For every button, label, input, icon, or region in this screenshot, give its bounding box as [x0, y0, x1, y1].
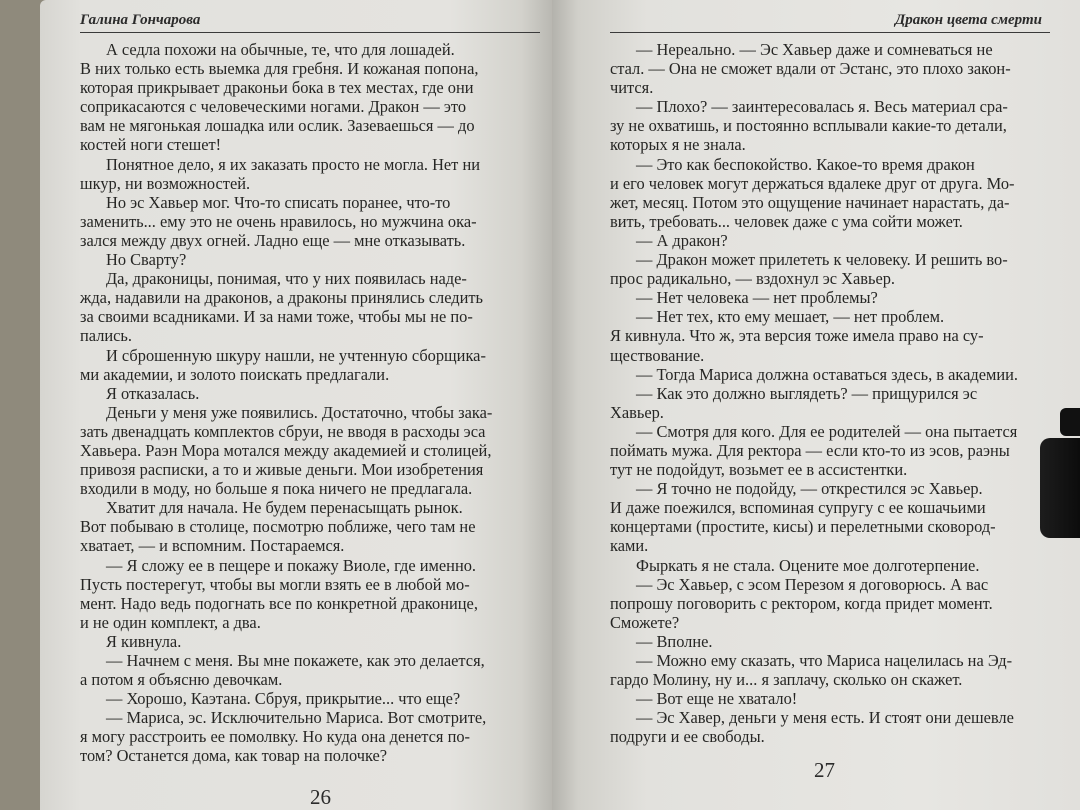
header-rule: [610, 32, 1050, 33]
text-line: попрошу поговорить с ректором, когда придет момент.: [610, 593, 993, 613]
text-line: соприкасаются с человеческими ногами. Дракон — это: [80, 97, 467, 117]
text-line: входили в моду, но больше я пока ничего не предлагала.: [80, 479, 473, 499]
text-line: которых я не знала.: [610, 135, 746, 155]
text-line: пались.: [80, 326, 132, 346]
text-line: Сможете?: [610, 612, 680, 632]
text-line: ками.: [610, 536, 649, 556]
text-line: Фыркать я не стала. Оцените мое долготерпение.: [636, 555, 980, 575]
text-line: том? Останется дома, как товар на полочке?: [80, 746, 388, 766]
text-line: которая прикрывает драконьи бока в тех местах, где они: [80, 78, 474, 98]
text-line: Хавьер.: [610, 402, 664, 422]
text-line: — Тогда Мариса должна оставаться здесь, в академии.: [636, 364, 1019, 384]
text-line: поймать мужа. Для ректора — если кто-то из эсов, раэны: [610, 440, 1010, 460]
binder-clip: [1040, 438, 1080, 538]
text-line: — Эс Хавер, деньги у меня есть. И стоят они дешевле: [636, 708, 1014, 728]
text-line: ществование.: [610, 345, 705, 365]
text-line: концертами (простите, кисы) и перелетными сковород-: [610, 517, 996, 537]
text-line: Хавьера. Раэн Мора мотался между академией и столицей,: [80, 440, 492, 460]
text-line: хватает, — и вспомним. Постараемся.: [80, 536, 345, 556]
text-line: вам не мягонькая лошадка или ослик. Зазеваешься — до: [80, 116, 475, 136]
text-line: заменить... ему это не очень нравилось, но мужчина ока-: [80, 211, 477, 231]
text-line: зать двенадцать комплектов сбруи, не вводя в расходы эса: [80, 421, 486, 441]
text-line: — Смотря для кого. Для ее родителей — она пытается: [636, 421, 1018, 441]
text-line: — Эс Хавьер, с эсом Перезом я договорюсь. А вас: [636, 574, 989, 594]
text-line: зался между двух огней. Ладно еще — мне отказывать.: [80, 230, 466, 250]
text-line: а потом я объясню девочкам.: [80, 670, 283, 690]
header-rule: [80, 32, 540, 33]
text-line: — Нереально. — Эс Хавьер даже и сомневаться не: [636, 40, 993, 59]
text-line: — Нет тех, кто ему мешает, — нет проблем.: [636, 307, 945, 327]
text-line: В них только есть выемка для гребня. И кожаная попона,: [80, 59, 479, 79]
text-line: Понятное дело, я их заказать просто не могла. Нет ни: [106, 154, 480, 174]
text-line: Хватит для начала. Не будем перенасыщать рынок.: [106, 498, 463, 518]
text-line: жда, надавили на драконов, а драконы принялись следить: [80, 288, 484, 308]
text-line: Но эс Хавьер мог. Что-то списать поранее, что-то: [106, 192, 451, 212]
text-line: — Хорошо, Каэтана. Сбруя, прикрытие... что еще?: [106, 689, 461, 709]
text-line: подруги и ее свободы.: [610, 727, 765, 747]
text-line: привозя расписки, а то и живые деньги. Мои изобретения: [80, 460, 484, 480]
running-head-author: Галина Гончарова: [80, 12, 201, 28]
text-line: жет, месяц. Потом это ощущение начинает нарастать, да-: [610, 192, 1010, 212]
text-line: — Я точно не подойду, — открестился эс Хавьер.: [636, 479, 983, 499]
text-line: за своими всадниками. И за нами тоже, чтобы мы не по-: [80, 307, 473, 327]
text-line: тут не подойдут, возьмет ее в ассистентки.: [610, 460, 908, 480]
text-line: я могу расстроить ее помолвку. Но куда она денется по-: [80, 727, 470, 747]
text-line: и его человек могут держаться вдалеке друг от друга. Мо-: [610, 173, 1015, 193]
text-line: — А дракон?: [636, 230, 728, 250]
left-page: [40, 0, 552, 810]
running-head-title: Дракон цвета смерти: [895, 12, 1042, 28]
right-page: [552, 0, 1080, 810]
text-line: И даже поежился, вспоминая супругу с ее кошачьими: [610, 498, 986, 518]
text-line: вить, требовать... человек даже с ума сойти может.: [610, 211, 963, 231]
right-page-text: [610, 40, 1054, 746]
text-line: — Плохо? — заинтересовалась я. Весь материал сра-: [636, 97, 1008, 117]
text-line: шкур, ни возможностей.: [80, 173, 251, 193]
text-line: Я кивнула. Что ж, эта версия тоже имела право на су-: [610, 326, 984, 346]
text-line: мент. Надо ведь подогнать все по конкретной дрaконице,: [80, 593, 478, 613]
text-line: — Вот еще не хватало!: [636, 689, 798, 709]
binder-clip-top: [1060, 408, 1080, 436]
page-number: 26: [310, 785, 331, 809]
text-line: прос радикально, — вздохнул эс Хавьер.: [610, 269, 896, 289]
text-line: и не один комплект, а два.: [80, 612, 261, 632]
text-line: — Мариса, эс. Исключительно Мариса. Вот смотрите,: [106, 708, 487, 728]
text-line: Деньги у меня уже появились. Достаточно, чтобы зака-: [106, 402, 493, 422]
text-line: зу не охватишь, и постоянно всплывали какие-то детали,: [610, 116, 1007, 136]
text-line: Я кивнула.: [106, 631, 182, 651]
text-line: стал. — Она не сможет вдали от Эстанс, это плохо закон-: [610, 59, 1011, 79]
text-line: — Я сложу ее в пещере и покажу Виоле, где именно.: [106, 555, 477, 575]
text-line: Да, драконицы, понимая, что у них появилась наде-: [106, 269, 467, 289]
text-line: — Начнем с меня. Вы мне покажете, как это делается,: [106, 651, 485, 670]
text-line: — Вполне.: [636, 631, 713, 651]
text-line: Я отказалась.: [106, 383, 200, 403]
left-page-text: [80, 40, 546, 766]
text-line: А седла похожи на обычные, те, что для лошадей.: [106, 40, 455, 59]
open-book: [18, 0, 1080, 810]
text-line: И сброшенную шкуру нашли, не учтенную сборщика-: [106, 345, 486, 365]
text-line: Пусть постерегут, чтобы вы могли взять ее в любой мо-: [80, 574, 470, 594]
text-line: — Дракон может прилететь к человеку. И решить во-: [636, 250, 1008, 270]
text-line: Но Сварту?: [106, 250, 187, 270]
text-line: гардо Молину, ну и... я заплачу, сколько он скажет.: [610, 670, 963, 690]
text-line: чится.: [610, 78, 654, 98]
text-line: ми академии, и золото поискать предлагали.: [80, 364, 390, 384]
text-line: — Нет человека — нет проблемы?: [636, 288, 878, 308]
text-line: Вот побываю в столице, посмотрю поближе, чего там не: [80, 517, 476, 537]
text-line: костей ноги стешет!: [80, 135, 222, 155]
text-line: — Это как беспокойство. Какое-то время дракон: [636, 154, 975, 174]
page-number: 27: [814, 758, 835, 782]
text-line: — Можно ему сказать, что Мариса нацелилась на Эд-: [636, 651, 1013, 670]
text-line: — Как это должно выглядеть? — прищурился эс: [636, 383, 978, 403]
